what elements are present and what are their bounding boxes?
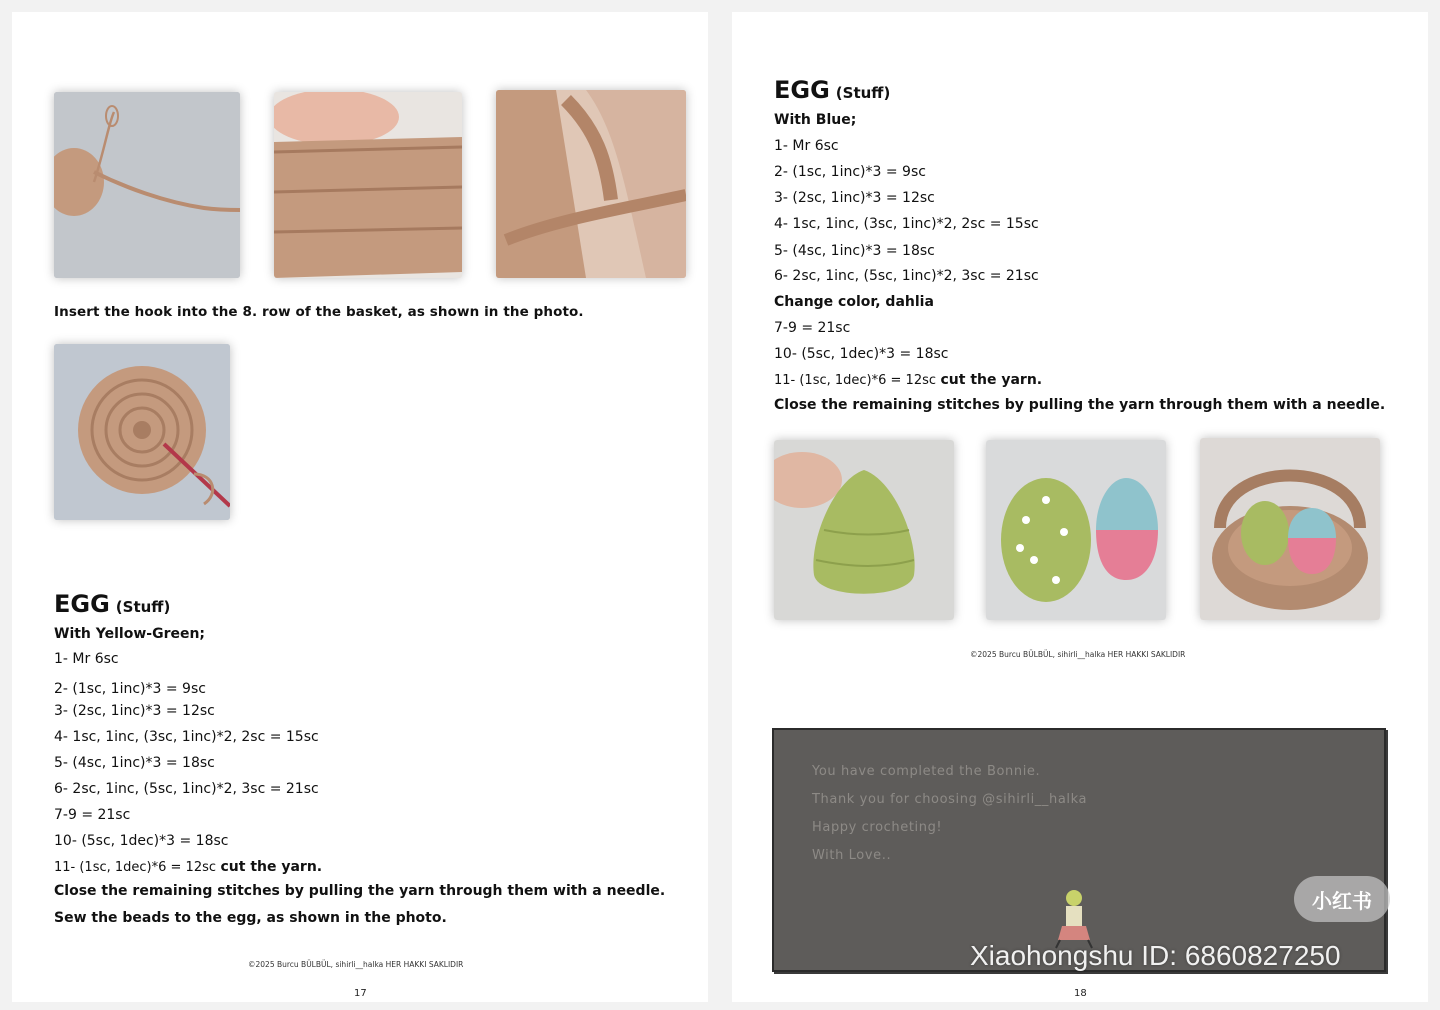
pattern-row: 4- 1sc, 1inc, (3sc, 1inc)*2, 2sc = 15sc [54,729,319,745]
thanks-line: Thank you for choosing @sihirli__halka [812,792,1088,807]
photo-yarn-tail [54,92,240,278]
page-number-right: 18 [1074,988,1087,999]
page-18 [732,12,1428,1002]
pattern-row: 10- (5sc, 1dec)*3 = 18sc [774,346,949,362]
close-stitches-note: Close the remaining stitches by pulling the yarn through them with a needle. [774,397,1386,413]
photo-two-eggs [986,440,1166,620]
photo-green-egg-in-hand [774,440,954,620]
photo-eggs-in-basket [1200,438,1380,620]
pattern-row: 1- Mr 6sc [774,138,839,154]
xiaohongshu-watermark: Xiaohongshu ID: 6860827250 [970,940,1341,971]
pattern-row: 7-9 = 21sc [774,320,851,336]
yarn-color-line-left: With Yellow-Green; [54,626,206,642]
yarn-color-line-right: With Blue; [774,112,857,128]
photo-basket-inside [496,90,686,278]
beads-note: Sew the beads to the egg, as shown in the photo. [54,910,447,926]
page-17 [12,12,708,1002]
photo-basket-rim [274,92,462,278]
pattern-row: 6- 2sc, 1inc, (5sc, 1inc)*2, 3sc = 21sc [54,781,319,797]
pattern-row: 5- (4sc, 1inc)*3 = 18sc [774,243,935,259]
completion-line: You have completed the Bonnie. [812,764,1041,779]
photo-basket-hook [54,344,230,520]
pattern-row: 4- 1sc, 1inc, (3sc, 1inc)*2, 2sc = 15sc [774,216,1039,232]
basket-instruction: Insert the hook into the 8. row of the basket, as shown in the photo. [54,304,584,320]
pattern-row: 6- 2sc, 1inc, (5sc, 1inc)*2, 3sc = 21sc [774,268,1039,284]
with-love-line: With Love.. [812,848,892,863]
change-color-note: Change color, dahlia [774,294,934,310]
pattern-row: 10- (5sc, 1dec)*3 = 18sc [54,833,229,849]
completion-message-box [772,728,1386,972]
xiaohongshu-logo-badge: 小红书 [1294,876,1390,922]
copyright-left: ©2025 Burcu BÜLBÜL, sihirli__halka HER HAKKI SAKLIDIR [248,960,464,969]
pattern-row: 3- (2sc, 1inc)*3 = 12sc [774,190,935,206]
egg-section-title-left: EGG (Stuff) [54,590,171,618]
close-stitches-note: Close the remaining stitches by pulling the yarn through them with a needle. [54,883,666,899]
pattern-row-11: 11- (1sc, 1dec)*6 = 12sc cut the yarn. [54,859,323,875]
pattern-row: 1- Mr 6sc [54,651,119,667]
pattern-row: 2- (1sc, 1inc)*3 = 9sc [54,681,206,697]
egg-section-title-right: EGG (Stuff) [774,76,891,104]
pattern-row: 7-9 = 21sc [54,807,131,823]
pattern-row: 2- (1sc, 1inc)*3 = 9sc [774,164,926,180]
pattern-row: 5- (4sc, 1inc)*3 = 18sc [54,755,215,771]
page-number-left: 17 [354,988,367,999]
copyright-right: ©2025 Burcu BÜLBÜL, sihirli__halka HER HAKKI SAKLIDIR [970,650,1186,659]
pattern-row: 3- (2sc, 1inc)*3 = 12sc [54,703,215,719]
happy-crocheting-line: Happy crocheting! [812,820,943,835]
pattern-row-11: 11- (1sc, 1dec)*6 = 12sc cut the yarn. [774,372,1043,388]
